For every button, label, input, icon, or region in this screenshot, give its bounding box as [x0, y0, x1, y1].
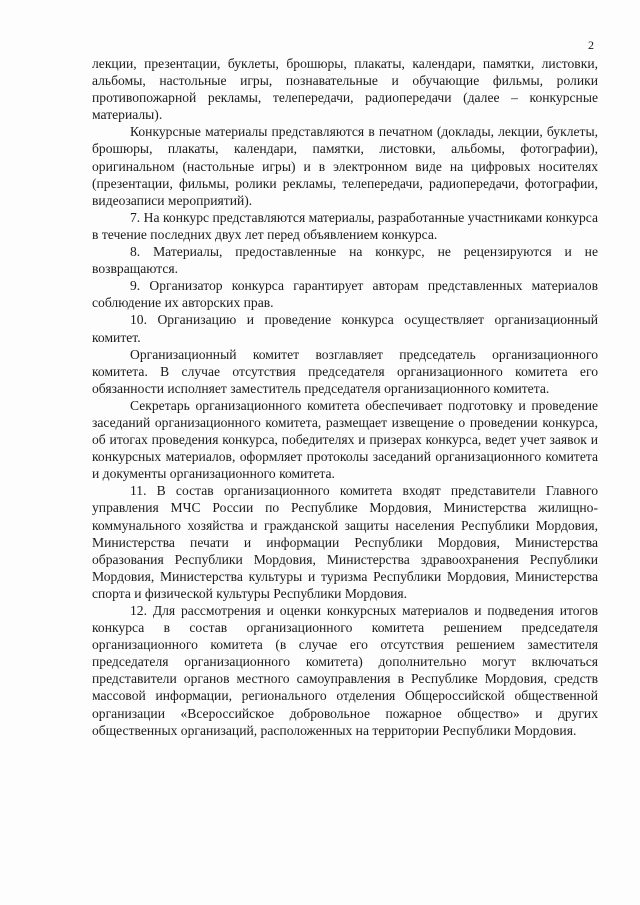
paragraph-committee-secretary: Секретарь организационного комитета обеспечивает подготовку и проведение заседаний организационного комитета, размещает извещение о проведении конкурса, об итогах проведения конкурса, победителях и призерах конкурса, ведет учет заявок и конкурсных материалов, оформляет протоколы заседаний организационного комитета и документы организационного комитета. — [92, 397, 598, 482]
paragraph-committee-chair: Организационный комитет возглавляет председатель организационного комитета. В случае отсутствия председателя организационного комитета его обязанности исполняет заместитель председателя организационного комитета. — [92, 346, 598, 396]
paragraph-item-10: 10. Организацию и проведение конкурса осуществляет организационный комитет. — [92, 312, 598, 345]
page-number: 2 — [588, 38, 594, 52]
paragraph-item-12: 12. Для рассмотрения и оценки конкурсных материалов и подведения итогов конкурса в состав организационного комитета решением председателя организационного комитета (в случае его отсутствия решением заместителя председателя организационного комитета) дополнительно могут включаться представители органов местного самоуправления в Республике Мордовия, средств массовой информации, регионального отделения Общероссийской общественной организации «Всероссийское добровольное пожарное общество» и других общественных организаций, расположенных на территории Республики Мордовия. — [92, 603, 598, 738]
paragraph-item-7: 7. На конкурс представляются материалы, разработанные участниками конкурса в течение последних двух лет перед объявлением конкурса. — [92, 209, 598, 242]
paragraph-item-8: 8. Материалы, предоставленные на конкурс, не рецензируются и не возвращаются. — [92, 244, 598, 277]
paragraph-materials-list: лекции, презентации, буклеты, брошюры, плакаты, календари, памятки, листовки, альбомы, настольные игры, познавательные и обучающие фильмы, ролики противопожарной рекламы, телепередачи, радиопередачи (далее – конкурсные материалы). — [92, 56, 598, 123]
paragraph-item-9: 9. Организатор конкурса гарантирует авторам представленных материалов соблюдение их авторских прав. — [92, 278, 598, 311]
paragraph-item-11: 11. В состав организационного комитета входят представители Главного управления МЧС России по Республике Мордовия, Министерства жилищно-коммунального хозяйства и гражданской защиты населения Республики Мордовия, Министерства печати и информации Республики Мордовия, Министерства образования Республики Мордовия, Министерства здравоохранения Республики Мордовия, Министерства культуры и туризма Республики Мордовия, Министерства спорта и физической культуры Республики Мордовия. — [92, 483, 598, 601]
document-body — [92, 55, 598, 739]
paragraph-materials-format: Конкурсные материалы представляются в печатном (доклады, лекции, буклеты, брошюры, плакаты, календари, памятки, листовки, альбомы, фотографии), оригинальном (настольные игры) и в электронном виде на цифровых носителях (презентации, фильмы, ролики рекламы, телепередачи, радиопередачи, фотографии, видеозаписи мероприятий). — [92, 124, 598, 208]
